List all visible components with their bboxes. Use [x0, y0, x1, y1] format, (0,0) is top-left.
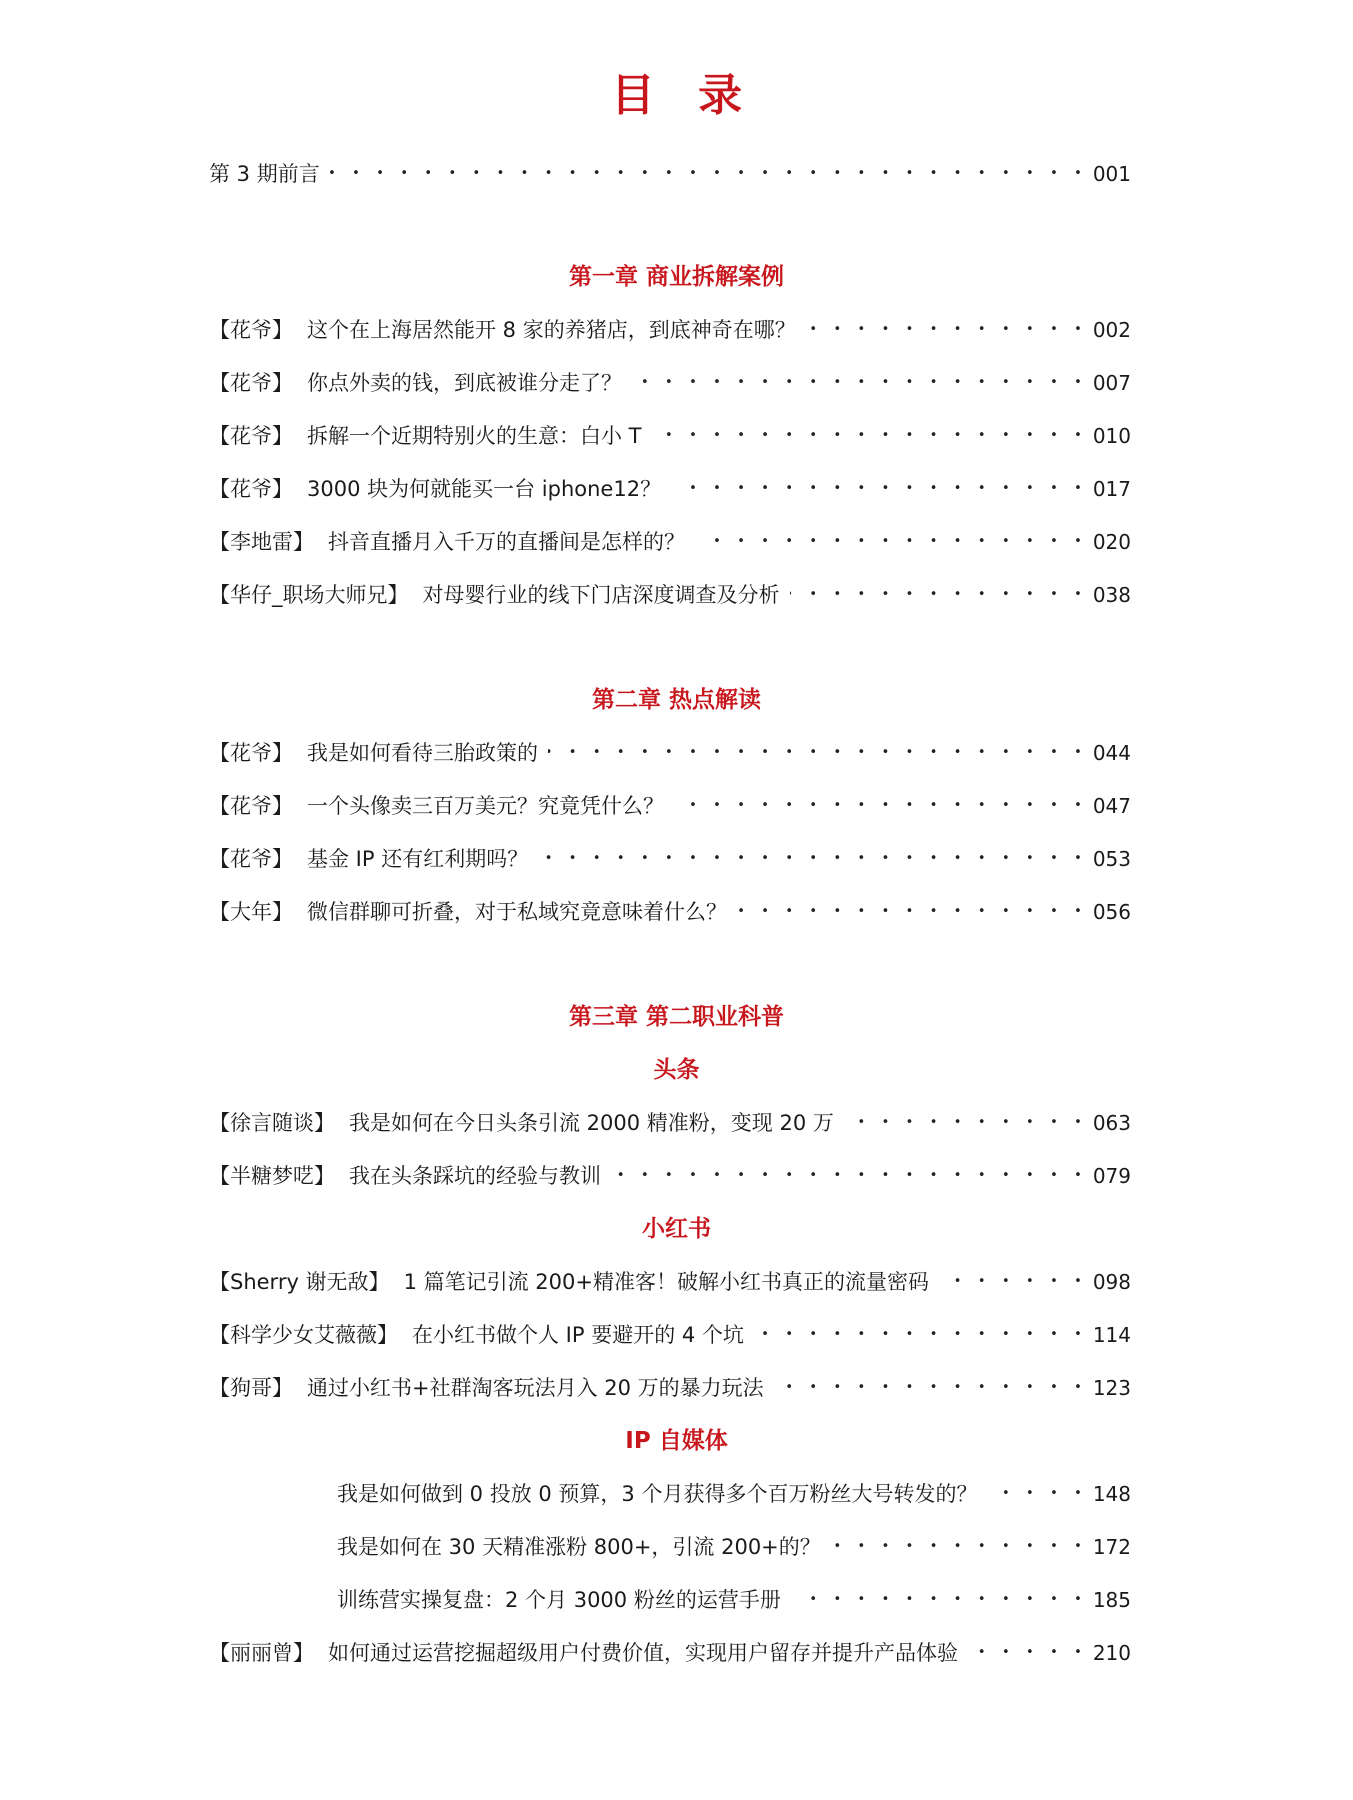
- entry-title: 我是如何看待三胎政策的: [307, 741, 538, 765]
- dot-leader: [674, 790, 1083, 822]
- toc-entry[interactable]: [209, 1160, 1131, 1192]
- entry-title: 拆解一个近期特别火的生意：白小 T: [307, 424, 642, 448]
- toc-entry-preface[interactable]: [209, 158, 1131, 190]
- entry-title: 你点外卖的钱，到底被谁分走了？: [307, 371, 622, 395]
- entry-page-number: 148: [1092, 1482, 1131, 1506]
- dot-leader: [754, 1319, 1083, 1351]
- entry-page-number: 063: [1092, 1111, 1131, 1135]
- entry-title: 1 篇笔记引流 200+精准客！破解小红书真正的流量密码: [403, 1270, 929, 1294]
- toc-entry[interactable]: [209, 420, 1131, 452]
- entry-title: 抖音直播月入千万的直播间是怎样的？: [328, 530, 685, 554]
- entry-page-number: 017: [1092, 477, 1131, 501]
- chapter-heading: 第一章 商业拆解案例: [568, 264, 784, 290]
- subsection-heading: 小红书: [642, 1216, 711, 1242]
- entry-page-number: 114: [1092, 1323, 1131, 1347]
- entry-page-number: 001: [1092, 162, 1131, 186]
- entry-author: 【Sherry 谢无敌】: [209, 1270, 390, 1294]
- entry-author: 【华仔_职场大师兄】: [209, 583, 409, 607]
- entry-title: 这个在上海居然能开 8 家的养猪店，到底神奇在哪？: [307, 318, 796, 342]
- toc-entry[interactable]: [209, 314, 1131, 346]
- entry-author: 【科学少女艾薇薇】: [209, 1323, 398, 1347]
- dot-leader: [844, 1107, 1083, 1139]
- entry-title: 微信群聊可折叠，对于私域究竟意味着什么？: [307, 900, 727, 924]
- entry-title: 对母婴行业的线下门店深度调查及分析: [422, 583, 780, 607]
- toc-entry[interactable]: [209, 1319, 1131, 1351]
- dot-leader: [774, 1372, 1083, 1404]
- subsection-heading: 头条: [653, 1057, 700, 1083]
- toc-entry[interactable]: [209, 473, 1131, 505]
- entry-title: 通过小红书+社群淘客玩法月入 20 万的暴力玩法: [307, 1376, 764, 1400]
- toc-entry[interactable]: [209, 1637, 1131, 1669]
- entry-title: 训练营实操复盘：2 个月 3000 粉丝的运营手册: [337, 1588, 781, 1612]
- chapter-heading: 第二章 热点解读: [591, 687, 761, 713]
- entry-page-number: 210: [1092, 1641, 1131, 1665]
- entry-author: 【花爷】: [209, 318, 293, 342]
- entry-title: 我是如何在 30 天精准涨粉 800+，引流 200+的？: [337, 1535, 821, 1559]
- dot-leader: [737, 896, 1083, 928]
- entry-page-number: 185: [1092, 1588, 1131, 1612]
- entry-page-number: 172: [1092, 1535, 1131, 1559]
- entry-author: 【花爷】: [209, 371, 293, 395]
- entry-page-number: 044: [1092, 741, 1131, 765]
- entry-author: 【狗哥】: [209, 1376, 293, 1400]
- entry-page-number: 020: [1092, 530, 1131, 554]
- toc-entry[interactable]: [209, 1372, 1131, 1404]
- toc-entry[interactable]: [337, 1478, 1131, 1510]
- entry-page-number: 098: [1092, 1270, 1131, 1294]
- dot-leader: [831, 1531, 1083, 1563]
- entry-page-number: 053: [1092, 847, 1131, 871]
- entry-page-number: 079: [1092, 1164, 1131, 1188]
- entry-author: 【花爷】: [209, 477, 293, 501]
- entry-title: 我在头条踩坑的经验与教训: [349, 1164, 601, 1188]
- toc-entry[interactable]: [209, 579, 1131, 611]
- entry-title: 一个头像卖三百万美元？究竟凭什么？: [307, 794, 664, 818]
- toc-entry[interactable]: [209, 896, 1131, 928]
- toc-entry[interactable]: [209, 790, 1131, 822]
- page-title: 目 录: [610, 70, 757, 121]
- toc-entry[interactable]: [337, 1584, 1131, 1616]
- dot-leader: [538, 843, 1083, 875]
- toc-entry[interactable]: [209, 843, 1131, 875]
- entry-title: 基金 IP 还有红利期吗？: [307, 847, 529, 871]
- dot-leader: [790, 579, 1083, 611]
- entry-title: 如何通过运营挖掘超级用户付费价值，实现用户留存并提升产品体验: [328, 1641, 958, 1665]
- dot-leader: [611, 1160, 1083, 1192]
- entry-author: 【半糖梦呓】: [209, 1164, 335, 1188]
- dot-leader: [987, 1478, 1082, 1510]
- toc-entry[interactable]: [209, 737, 1131, 769]
- entry-author: 【大年】: [209, 900, 293, 924]
- entry-author: 【李地雷】: [209, 530, 314, 554]
- dot-leader: [939, 1266, 1083, 1298]
- toc-entry[interactable]: [209, 1266, 1131, 1298]
- entry-author: 【花爷】: [209, 741, 293, 765]
- dot-leader: [695, 526, 1083, 558]
- toc-entry[interactable]: [337, 1531, 1131, 1563]
- toc-entry[interactable]: [209, 526, 1131, 558]
- dot-leader: [791, 1584, 1083, 1616]
- dot-leader: [806, 314, 1083, 346]
- entry-author: 【花爷】: [209, 794, 293, 818]
- dot-leader: [652, 420, 1083, 452]
- entry-title: 第 3 期前言: [209, 162, 320, 186]
- chapter-heading: 第三章 第二职业科普: [568, 1004, 784, 1030]
- entry-page-number: 007: [1092, 371, 1131, 395]
- entry-page-number: 056: [1092, 900, 1131, 924]
- dot-leader: [632, 367, 1083, 399]
- entry-author: 【花爷】: [209, 847, 293, 871]
- entry-author: 【花爷】: [209, 424, 293, 448]
- entry-page-number: 038: [1092, 583, 1131, 607]
- dot-leader: [330, 158, 1083, 190]
- entry-title: 3000 块为何就能买一台 iphone12？: [307, 477, 662, 501]
- dot-leader: [548, 737, 1083, 769]
- dot-leader: [671, 473, 1083, 505]
- entry-page-number: 123: [1092, 1376, 1131, 1400]
- entry-page-number: 010: [1092, 424, 1131, 448]
- entry-title: 我是如何做到 0 投放 0 预算，3 个月获得多个百万粉丝大号转发的？: [337, 1482, 978, 1506]
- entry-author: 【徐言随谈】: [209, 1111, 335, 1135]
- entry-title: 在小红书做个人 IP 要避开的 4 个坑: [412, 1323, 744, 1347]
- dot-leader: [968, 1637, 1083, 1669]
- subsection-heading: IP 自媒体: [625, 1428, 728, 1454]
- toc-entry[interactable]: [209, 367, 1131, 399]
- toc-entry[interactable]: [209, 1107, 1131, 1139]
- entry-title: 我是如何在今日头条引流 2000 精准粉，变现 20 万: [349, 1111, 834, 1135]
- entry-page-number: 002: [1092, 318, 1131, 342]
- entry-author: 【丽丽曾】: [209, 1641, 314, 1665]
- entry-page-number: 047: [1092, 794, 1131, 818]
